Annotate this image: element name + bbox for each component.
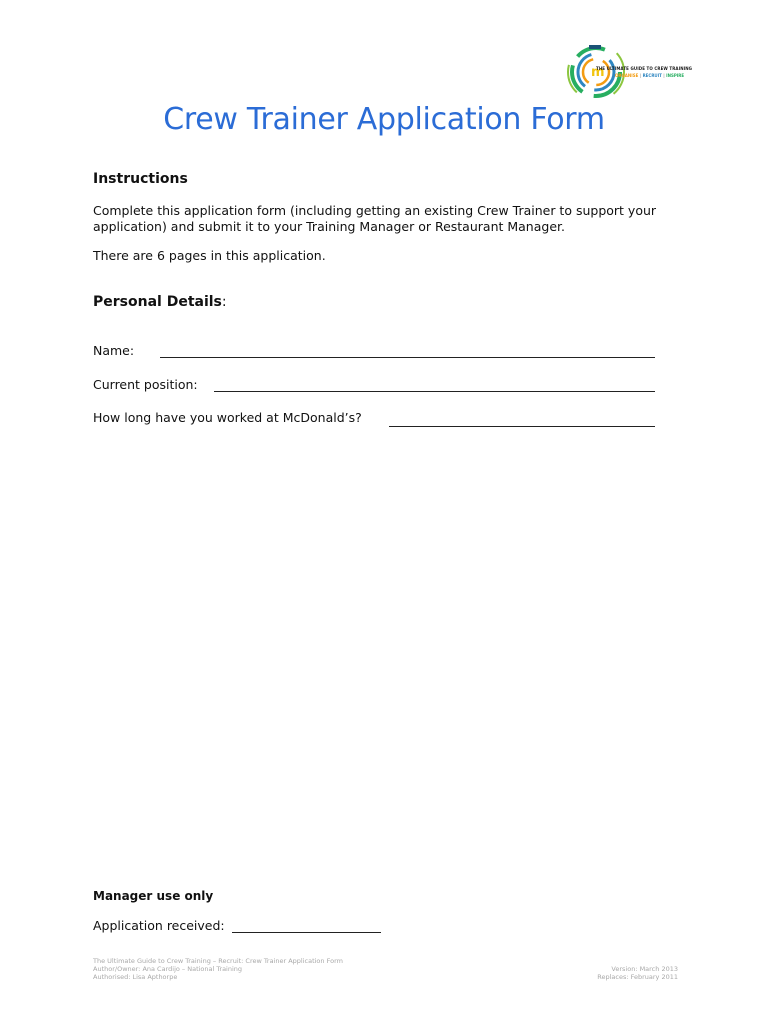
footer-document-title: The Ultimate Guide to Crew Training – Recruit: Crew Trainer Application Form [93, 957, 343, 965]
personal-details-label: Personal Details [93, 294, 222, 310]
manager-use-heading: Manager use only [93, 889, 214, 903]
footer-version: Version: March 2013 [611, 965, 678, 973]
name-label: Name: [93, 343, 135, 358]
tenure-label: How long have you worked at McDonald’s? [93, 410, 362, 425]
pages-note: There are 6 pages in this application. [93, 248, 326, 263]
logo-inspire: INSPIRE [666, 73, 685, 78]
application-received-field[interactable] [232, 932, 381, 933]
current-position-label: Current position: [93, 377, 198, 392]
logo-tagline [615, 73, 684, 78]
footer-right [560, 965, 678, 981]
logo-separator: | [639, 73, 642, 78]
page-title: Crew Trainer Application Form [163, 102, 605, 137]
tenure-field[interactable] [389, 426, 655, 427]
logo-separator: | [663, 73, 665, 78]
footer-replaces: Replaces: February 2011 [597, 973, 678, 981]
personal-details-heading [93, 294, 227, 310]
instructions-line-2: application) and submit it to your Training Manager or Restaurant Manager. [93, 219, 565, 234]
footer-left [93, 957, 343, 981]
instructions-heading: Instructions [93, 171, 188, 187]
footer-authorised: Authorised: Lisa Apthorpe [93, 973, 178, 981]
logo-title: THE ULTIMATE GUIDE TO CREW TRAINING [596, 66, 693, 71]
personal-details-colon: : [221, 294, 227, 310]
svg-text:m: m [591, 65, 605, 80]
instructions-text [93, 203, 656, 235]
current-position-field[interactable] [214, 391, 655, 392]
application-received-label: Application received: [93, 918, 225, 933]
instructions-line-1: Complete this application form (including getting an existing Crew Trainer to support your [93, 203, 657, 218]
logo-recruit: RECRUIT [642, 73, 662, 78]
name-field[interactable] [160, 357, 655, 358]
footer-author: Author/Owner: Ana Cardijo – National Training [93, 965, 243, 973]
logo-organise: ORGANISE [615, 73, 639, 78]
